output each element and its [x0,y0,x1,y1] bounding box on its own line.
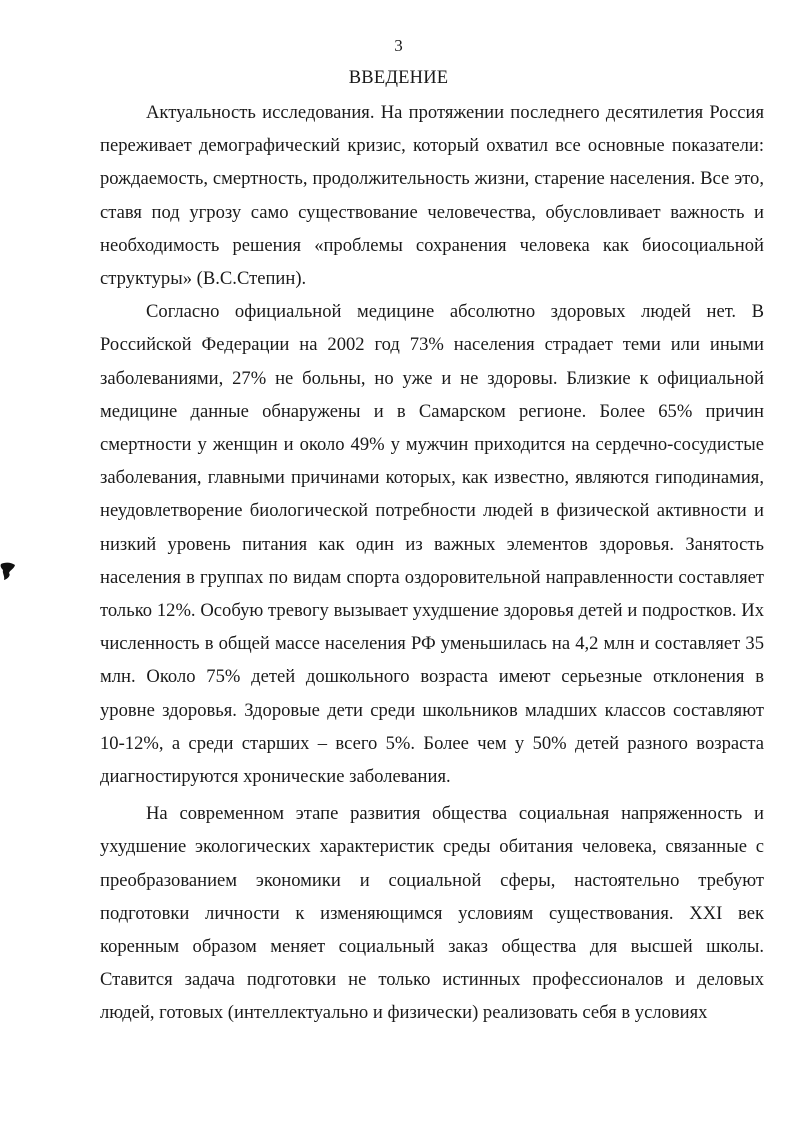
section-heading: ВВЕДЕНИЕ [348,68,449,88]
paragraph-modern-stage: На современном этапе развития общества социальная напряженность и ухудшение экологических характеристик среды обитания человека, связанные с преобразованием экономики и социальной сферы, настоятельно требуют подготовки личности к изменяющимся условиям существования. XXI век коренным образом меняет социальный заказ общества для высшей школы. Ставится задача подготовки не только истинных профессионалов и деловых людей, готовых (интеллектуально и физически) реализовать себя в условиях [100,803,764,1024]
document-body [100,96,764,1030]
page-number: 3 [394,36,403,55]
scan-mark-icon [0,561,16,583]
paragraph-relevance: Актуальность исследования. На протяжении последнего десятилетия Россия переживает демографический кризис, который охватил все основные показатели: рождаемость, смертность, продолжительность жизни, старение населения. Все это, ставя под угрозу само существование человечества, обусловливает важность и необходимость решения «проблемы сохранения человека как биосоциальной структуры» (В.С.Степин). [100,102,764,290]
paragraph-health-statistics: Согласно официальной медицине абсолютно здоровых людей нет. В Российской Федерации на 2002 год 73% населения страдает теми или иными заболеваниями, 27% не больны, но уже и не здоровы. Близкие к официальной медицине данные обнаружены и в Самарском регионе. Более 65% причин смертности у женщин и около 49% у мужчин приходится на сердечно-сосудистые заболевания, главными причинами которых, как известно, являются гиподинамия, неудовлетворение биологической потребности людей в физической активности и низкий уровень питания как один из важных элементов здоровья. Занятость населения в группах по видам спорта оздоровительной направленности составляет только 12%. Особую тревогу вызывает ухудшение здоровья детей и подростков. Их численность в общей массе населения РФ уменьшилась на 4,2 млн и составляет 35 млн. Около 75% детей дошкольного возраста имеют серьезные отклонения в уровне здоровья. Здоровые дети среди школьников младших классов составляют 10-12%, а среди старших – всего 5%. Более чем у 50% детей разного возраста диагностируются хронические заболевания. [100,301,764,788]
